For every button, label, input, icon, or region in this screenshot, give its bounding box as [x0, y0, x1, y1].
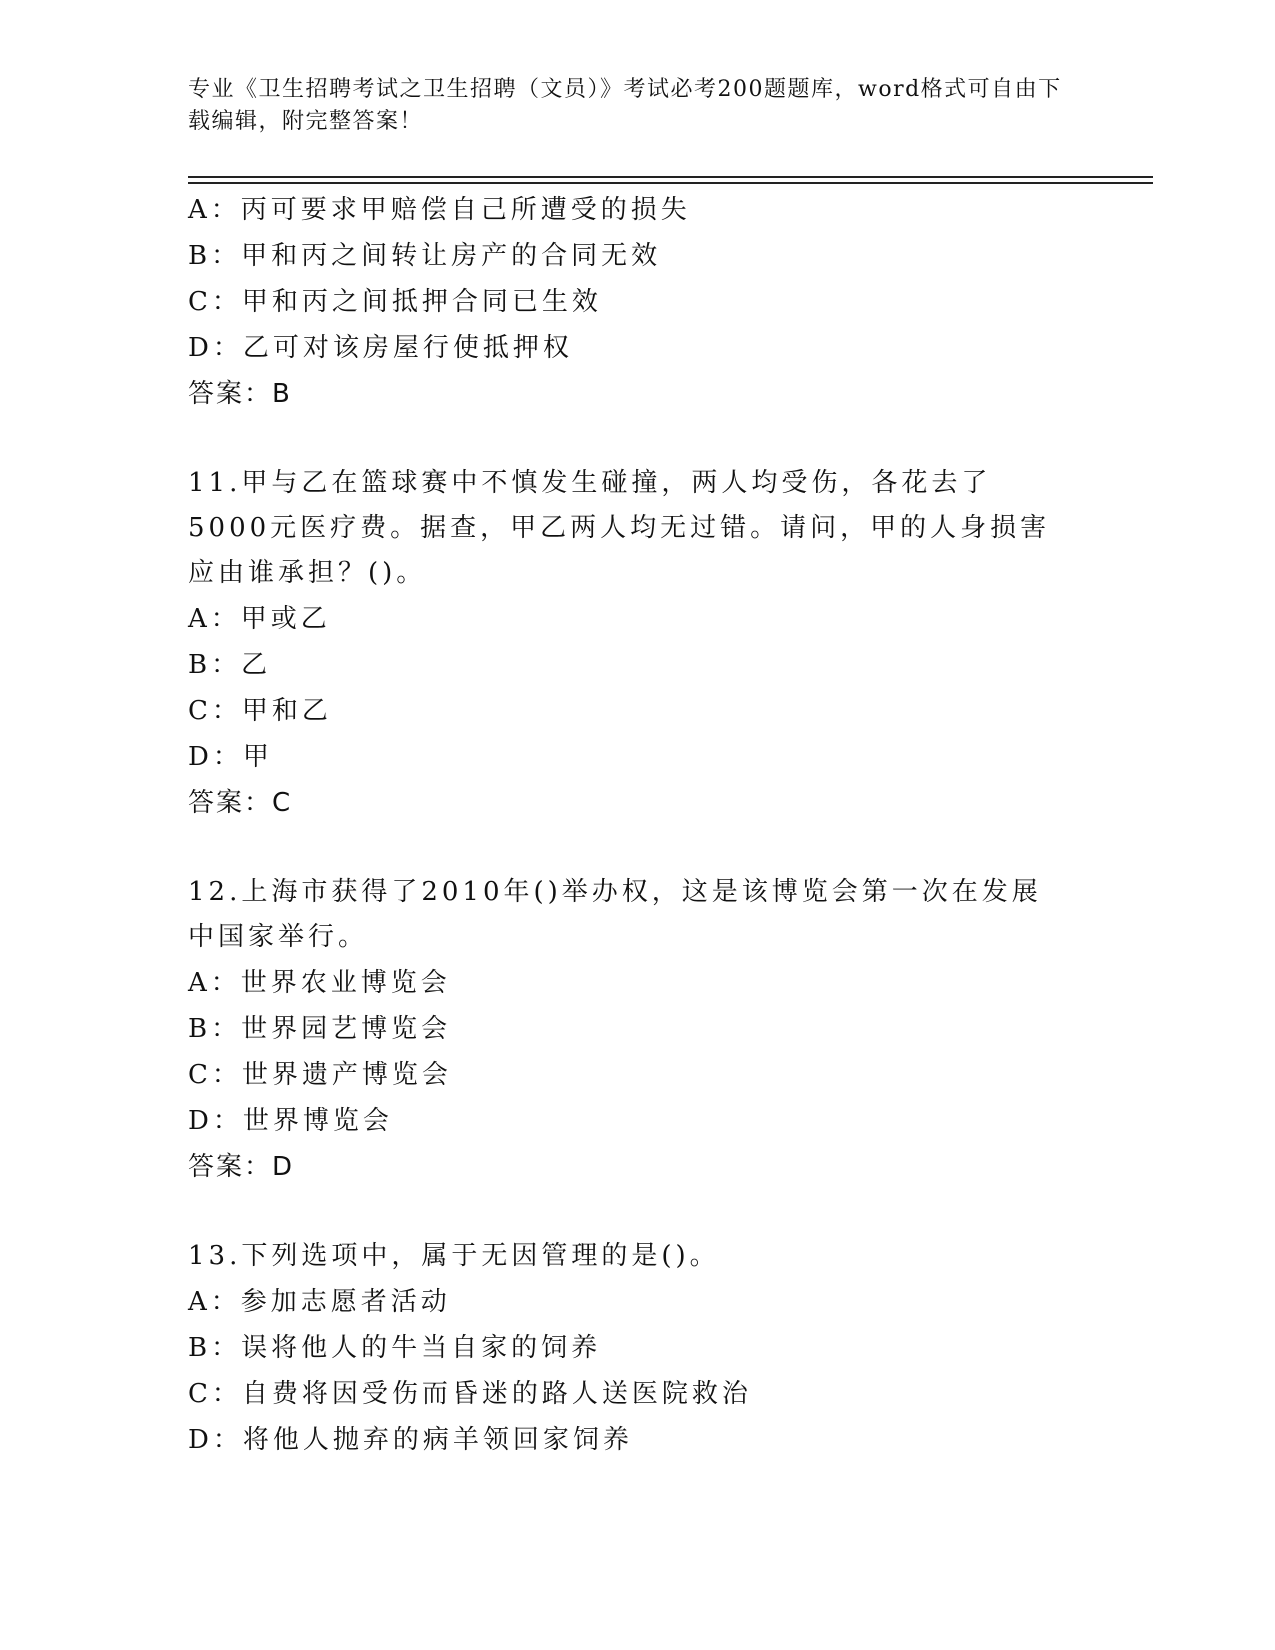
option-d: D：将他人抛弃的病羊领回家饲养 [188, 1425, 633, 1455]
option-c: C：甲和丙之间抵押合同已生效 [188, 287, 602, 317]
answer: 答案：B [188, 379, 292, 409]
question-13 [188, 1234, 1068, 1463]
option-d: D：甲 [188, 742, 273, 772]
option-c: C：世界遗产博览会 [188, 1060, 452, 1090]
option-b: B：甲和丙之间转让房产的合同无效 [188, 241, 662, 271]
option-b: B：乙 [188, 650, 272, 680]
option-a: A：参加志愿者活动 [188, 1287, 451, 1317]
document-body [188, 187, 1068, 1463]
option-c: C：甲和乙 [188, 696, 332, 726]
question-11 [188, 461, 1068, 826]
question-12 [188, 870, 1068, 1190]
question-text: 12.上海市获得了2010年()举办权，这是该博览会第一次在发展中国家举行。 [188, 877, 1042, 952]
answer: 答案：C [188, 788, 293, 818]
option-a: A：世界农业博览会 [188, 968, 451, 998]
question-10-remainder [188, 187, 1068, 417]
document-header: 专业《卫生招聘考试之卫生招聘（文员）》考试必考200题题库，word格式可自由下载编辑，附完整答案！ [188, 77, 1062, 134]
option-c: C：自费将因受伤而昏迷的路人送医院救治 [188, 1379, 752, 1409]
header-rule-top [188, 176, 1153, 178]
option-b: B：世界园艺博览会 [188, 1014, 452, 1044]
option-a: A：甲或乙 [188, 604, 331, 634]
option-b: B：误将他人的牛当自家的饲养 [188, 1333, 602, 1363]
answer: 答案：D [188, 1152, 295, 1182]
option-d: D：乙可对该房屋行使抵押权 [188, 333, 573, 363]
header-rule-bottom [188, 182, 1153, 184]
question-text: 13.下列选项中，属于无因管理的是()。 [188, 1241, 720, 1271]
option-a: A：丙可要求甲赔偿自己所遭受的损失 [188, 195, 691, 225]
question-text: 11.甲与乙在篮球赛中不慎发生碰撞，两人均受伤，各花去了5000元医疗费。据查，甲乙两人均无过错。请问，甲的人身损害应由谁承担？()。 [188, 468, 1051, 588]
option-d: D：世界博览会 [188, 1106, 393, 1136]
